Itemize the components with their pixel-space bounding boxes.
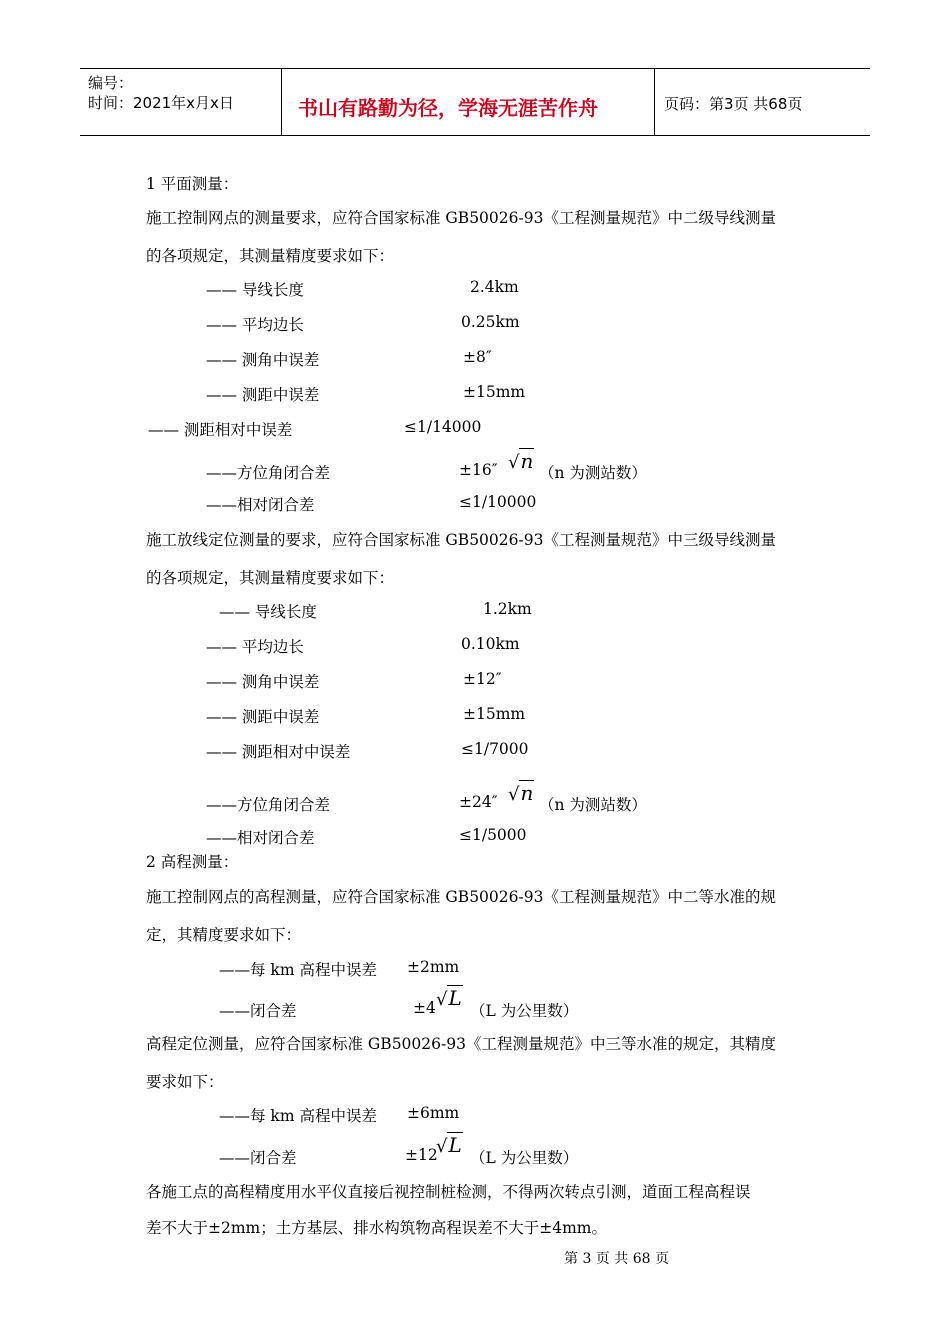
section-1-title: 1 平面测量： [146,175,239,193]
req-label: ——方位角闭合差 [206,464,331,482]
req-label: ——闭合差 [219,1002,297,1020]
req-label: —— 测角中误差 [206,351,320,369]
req-value: ±2mm [407,958,460,976]
req-value: 1.2km [483,600,532,618]
req-value: 0.10km [461,635,520,653]
req-label: ——每 km 高程中误差 [219,1107,377,1125]
section-1-intro-1-line-2: 的各项规定，其测量精度要求如下： [146,247,395,265]
header-page-info: 页码：第3页 共68页 [664,95,803,113]
header-bottom-rule [80,135,870,136]
sqrt-symbol: √L [436,1133,462,1157]
req-note: （L 为公里数） [470,1002,579,1020]
req-note: （n 为测站数） [539,796,647,814]
req-label: —— 测距相对中误差 [206,743,351,761]
req-label: ——每 km 高程中误差 [219,961,377,979]
req-label: ——相对闭合差 [206,829,315,847]
req-note: （n 为测站数） [539,464,647,482]
header-divider-left [281,68,282,136]
req-label: —— 导线长度 [219,603,317,621]
sqrt-symbol: √n [508,449,534,473]
req-value: 2.4km [470,278,519,296]
sqrt-radicand: L [448,986,462,1010]
req-value: ±16″ [459,461,498,479]
req-label: —— 平均边长 [206,638,304,656]
req-label: ——方位角闭合差 [206,796,331,814]
req-value: ≤1/7000 [461,740,529,758]
section-1-intro-2-line-1: 施工放线定位测量的要求，应符合国家标准 GB50026-93《工程测量规范》中三级导线测量 [146,531,776,549]
req-label: ——闭合差 [219,1149,297,1167]
section-2-intro-1-line-1: 施工控制网点的高程测量，应符合国家标准 GB50026-93《工程测量规范》中二等水准的规 [146,888,776,906]
req-value: ≤1/14000 [404,418,482,436]
req-value: ±15mm [463,705,526,723]
req-label: —— 测距相对中误差 [148,421,293,439]
section-2-intro-2-line-1: 高程定位测量，应符合国家标准 GB50026-93《工程测量规范》中三等水准的规定，其精度 [146,1035,776,1053]
req-value: ±8″ [463,348,492,366]
header-divider-right [654,68,655,136]
req-note: （L 为公里数） [470,1149,579,1167]
sqrt-radicand: L [448,1133,462,1157]
req-value: ±4 [413,999,436,1017]
req-label: —— 测距中误差 [206,386,320,404]
req-label: —— 平均边长 [206,316,304,334]
section-2-intro-2-line-2: 要求如下： [146,1073,224,1091]
req-label: —— 导线长度 [206,281,304,299]
sqrt-radicand: n [520,781,534,805]
req-label: —— 测角中误差 [206,673,320,691]
req-value: ±12″ [463,670,502,688]
req-value: 0.25km [461,313,520,331]
section-2-title: 2 高程测量： [146,853,239,871]
req-value: ±15mm [463,383,526,401]
req-value: ±12 [405,1146,438,1164]
page-footer: 第 3 页 共 68 页 [564,1251,669,1267]
section-2-intro-1-line-2: 定，其精度要求如下： [146,926,302,944]
doc-time-label: 时间：2021年x月x日 [88,94,234,112]
sqrt-symbol: √L [436,986,462,1010]
header-top-rule [80,68,870,69]
req-value: ±24″ [459,793,498,811]
header-motto: 书山有路勤为径，学海无涯苦作舟 [298,96,598,120]
sqrt-radicand: n [520,449,534,473]
req-value: ≤1/10000 [459,493,537,511]
closing-line-1: 各施工点的高程精度用水平仪直接后视控制桩检测，不得两次转点引测，道面工程高程误 [146,1183,751,1201]
doc-code-label: 编号： [88,74,134,92]
section-1-intro-2-line-2: 的各项规定，其测量精度要求如下： [146,569,395,587]
closing-line-2: 差不大于±2mm；土方基层、排水构筑物高程误差不大于±4mm。 [146,1219,607,1237]
req-label: —— 测距中误差 [206,708,320,726]
req-label: ——相对闭合差 [206,496,315,514]
sqrt-symbol: √n [508,781,534,805]
section-1-intro-1-line-1: 施工控制网点的测量要求，应符合国家标准 GB50026-93《工程测量规范》中二级导线测量 [146,209,776,227]
req-value: ≤1/5000 [459,826,527,844]
req-value: ±6mm [407,1104,460,1122]
